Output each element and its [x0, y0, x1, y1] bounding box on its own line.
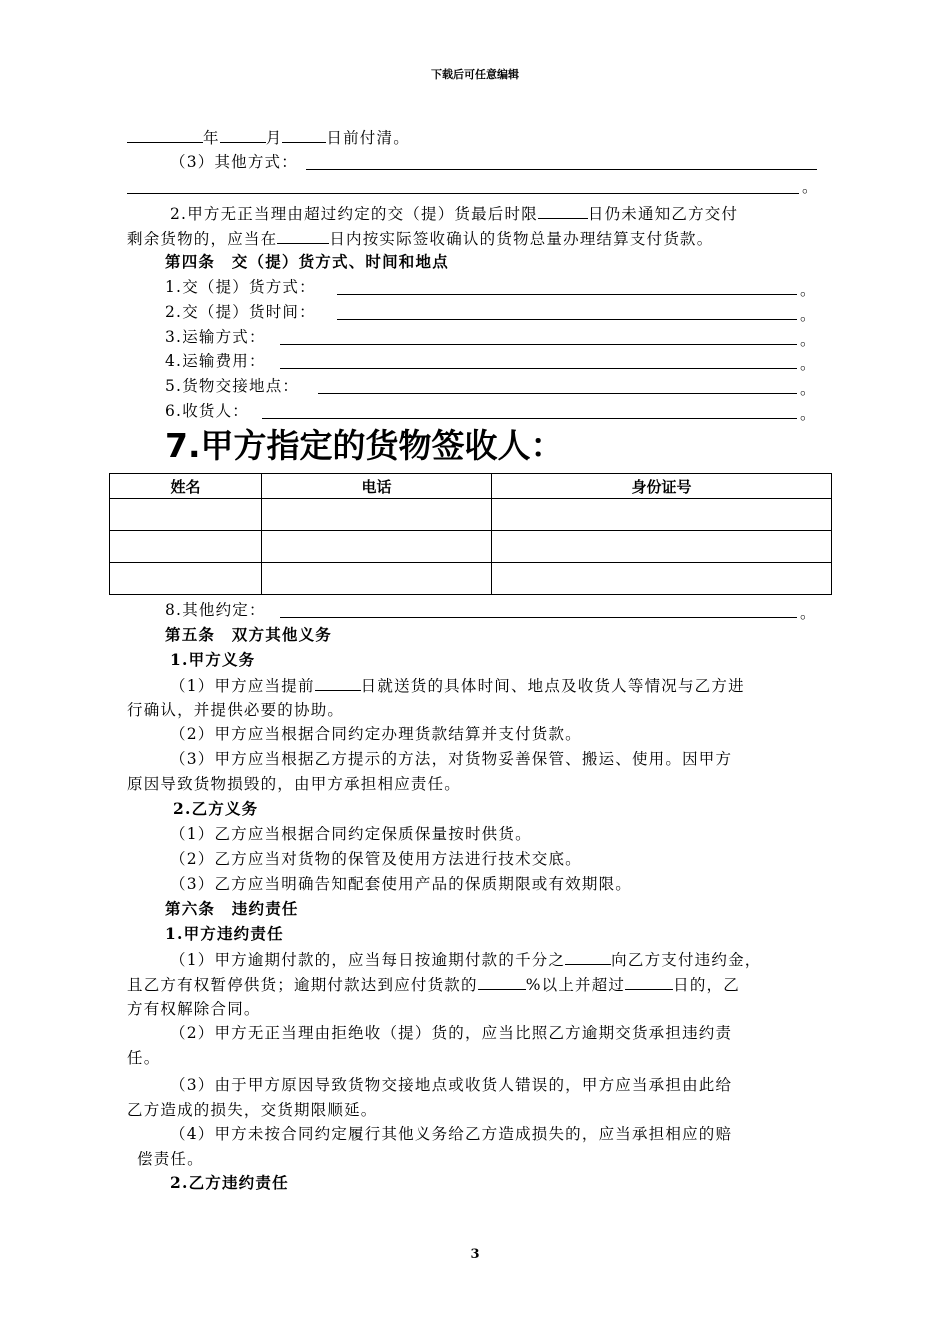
- transport-cost-label: 4.运输费用：: [165, 352, 266, 370]
- table-row: [110, 499, 832, 531]
- delivery-method-label: 1.交（提）货方式：: [165, 278, 316, 296]
- col-header-phone: 电话: [262, 474, 492, 499]
- table-cell[interactable]: [262, 499, 492, 531]
- table-cell[interactable]: [110, 531, 262, 563]
- party-a-obligations-title: 1.甲方义务: [170, 650, 256, 669]
- table-cell[interactable]: [492, 531, 832, 563]
- page-number: 3: [470, 1247, 480, 1262]
- transport-method-label: 3.运输方式：: [165, 328, 266, 346]
- table-cell[interactable]: [110, 563, 262, 595]
- page-header: 下载后可任意编辑: [431, 68, 519, 81]
- delivery-time-label: 2.交（提）货时间：: [165, 303, 316, 321]
- designated-signer-title: 7.甲方指定的货物签收人：: [165, 426, 564, 465]
- article-4-title: 第四条 交（提）货方式、时间和地点: [165, 252, 449, 271]
- delivery-time-blank: [337, 319, 797, 320]
- handover-location-label: 5.货物交接地点：: [165, 377, 300, 395]
- receiver-blank: [262, 418, 797, 419]
- document-page: 下载后可任意编辑 年 月 日前付清。 （3）其他方式： 。 2.甲方无正当理由超过约定的交（提）货最后时限 日仍未通知乙方交付 剩余货物的，应当在 日内按实际签收确认的货物总量办理结算支付货款。 第四条 交（提）货方式、时间和地点 1.交（提）货方式： 。 2.交（提）货时间： 。 3.运输方式： 。 4.运输费用： 。 5.货物交接地点： 。 6.收货人： 。 7.甲方指定的货物签收人： 姓名 电话 身份证号 8.其他约定： 。 第五条 双方其他义务 1.甲方义务 （1）甲方应当提前 日就送货的具体时间、地点及收货人等情况与乙方进 行确认，并提供必要的协助。 （2）甲方应当根据合同约定办理货款结算并支付货款。 （3）甲方应当根据乙方提示的方法，对货物妥善保管、搬运、使用。因甲方 原因导致货物损毁的，由甲方承担相应责任。 2.乙方义务 （1）乙方应当根据合同约定保质保量按时供货。 （2）乙方应当对货物的保管及使用方法进行技术交底。 （3）乙方应当明确告知配套使用产品的保质期限或有效期限。 第六条 违约责任 1.甲方违约责任 （1）甲方逾期付款的，应当每日按逾期付款的千分之 向乙方支付违约金， 且乙方有权暂停供货；逾期付款达到应付货款的 %以上并超过 日的，乙 方有权解除合同。 （2）甲方无正当理由拒绝收（提）货的，应当比照乙方逾期交货承担违约责 任。 （3）由于甲方原因导致货物交接地点或收货人错误的，甲方应当承担由此给 乙方造成的损失，交货期限顺延。 （4）甲方未按合同约定履行其他义务给乙方造成损失的，应当承担相应的赔 偿责任。 2.乙方违约责任 3: [0, 0, 950, 1344]
- transport-method-blank: [280, 344, 797, 345]
- other-method-blank: [306, 169, 817, 170]
- other-method-blank-2: [127, 193, 799, 194]
- a6-1-1-line-1: （1）甲方逾期付款的，应当每日按逾期付款的千分之 向乙方支付违约金，: [170, 951, 762, 969]
- party-a-breach-title: 1.甲方违约责任: [165, 924, 284, 943]
- other-agreement-label: 8.其他约定：: [165, 601, 266, 619]
- article-5-title: 第五条 双方其他义务: [165, 625, 333, 644]
- table-cell[interactable]: [262, 531, 492, 563]
- table-cell[interactable]: [492, 499, 832, 531]
- clause-2-line-2: 剩余货物的，应当在 日内按实际签收确认的货物总量办理结算支付货款。: [127, 230, 714, 248]
- col-header-name: 姓名: [110, 474, 262, 499]
- receiver-label: 6.收货人：: [165, 402, 249, 420]
- table-row: [110, 563, 832, 595]
- delivery-method-blank: [337, 294, 797, 295]
- party-b-obligations-title: 2.乙方义务: [173, 799, 259, 818]
- other-method-label: （3）其他方式：: [170, 153, 298, 171]
- clause-2-line-1: 2.甲方无正当理由超过约定的交（提）货最后时限 日仍未通知乙方交付: [170, 205, 739, 223]
- table-row: [110, 531, 832, 563]
- a5-1-1-line-1: （1）甲方应当提前 日就送货的具体时间、地点及收货人等情况与乙方进: [170, 677, 745, 695]
- a6-1-1-line-2: 且乙方有权暂停供货；逾期付款达到应付货款的 %以上并超过 日的，乙: [127, 976, 740, 994]
- handover-location-blank: [318, 393, 797, 394]
- col-header-id: 身份证号: [492, 474, 832, 499]
- table-cell[interactable]: [262, 563, 492, 595]
- other-agreement-blank: [280, 617, 797, 618]
- article-6-title: 第六条 违约责任: [165, 899, 299, 918]
- table-header-row: [110, 474, 832, 499]
- payment-deadline-line: 年 月 日前付清。: [127, 127, 410, 148]
- table-cell[interactable]: [110, 499, 262, 531]
- transport-cost-blank: [280, 368, 797, 369]
- party-b-breach-title: 2.乙方违约责任: [170, 1173, 289, 1192]
- signer-table: [109, 473, 832, 595]
- table-cell[interactable]: [492, 563, 832, 595]
